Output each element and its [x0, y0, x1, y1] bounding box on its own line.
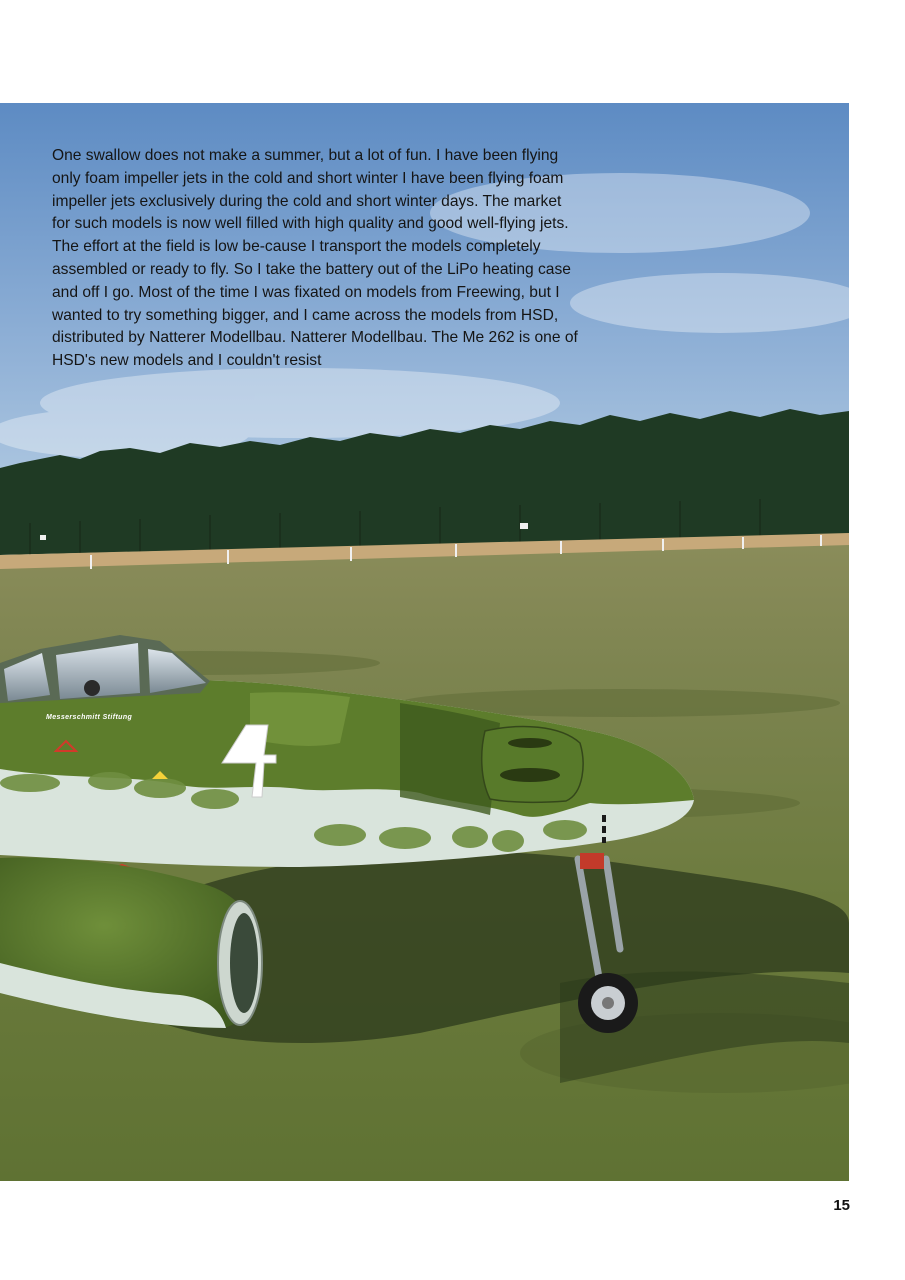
intro-paragraph: One swallow does not make a summer, but a lot of fun. I have been flying only foam impeller jets in the cold and short winter I have been flying foam impeller jets exclusively during the cold and short winter days. The market for such models is now well filled with high quality and good well-flying jets. The effort at the field is low be-cause I transport the models completely assembled or ready to fly. So I take the battery out of the LiPo heating case and off I go. Most of the time I was fixated on models from Freewing, but I wanted to try something bigger, and I came across the models from HSD, distributed by Natterer Modellbau. Natterer Modellbau. The Me 262 is one of HSD's new models and I couldn't resist	[52, 147, 578, 370]
page-number: 15	[833, 1197, 850, 1214]
nose-lettering: Messerschmitt Stiftung	[46, 714, 133, 721]
